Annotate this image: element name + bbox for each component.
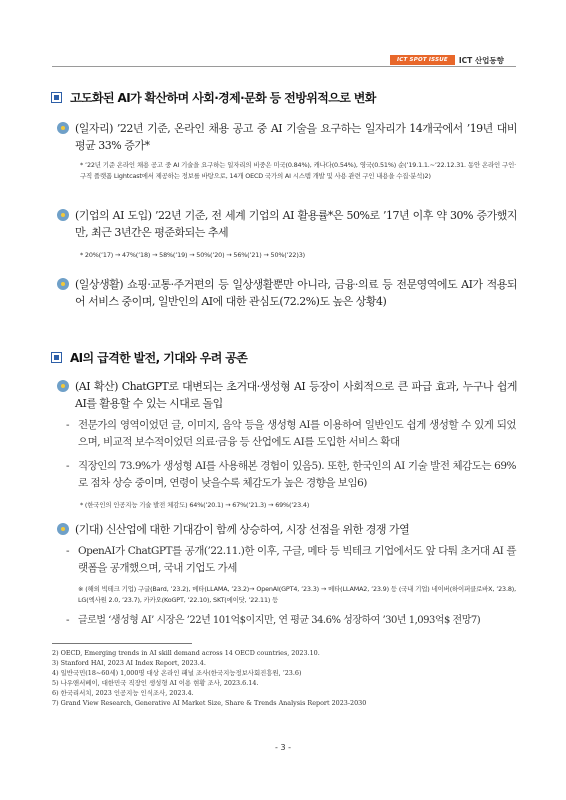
square-bullet-icon	[51, 92, 62, 103]
circle-bullet-icon	[57, 122, 69, 134]
footnote-note: * 20%(’17) → 47%(’18) → 58%(’19) → 50%(’20) → 56%(’21) → 50%(’22)3)	[80, 251, 305, 259]
bullet-item	[57, 120, 517, 154]
running-header	[390, 54, 504, 66]
section-title: AI의 급격한 발전, 기대와 우려 공존	[70, 351, 248, 365]
bullet-text: (기대) 신산업에 대한 기대감이 함께 상승하여, 시장 선점을 위한 경쟁 가열	[75, 523, 410, 536]
circle-bullet-icon	[57, 380, 69, 392]
square-bullet-icon	[51, 352, 62, 363]
footnote-rule	[52, 643, 192, 644]
circle-bullet-icon	[57, 278, 69, 290]
bullet-text: (기업의 AI 도입) ’22년 기준, 전 세계 기업의 AI 활용률*은 50%로 ’17년 이후 약 30% 증가했지만, 최근 3년간은 평준화되는 추세	[75, 209, 517, 239]
footnote-note: ※ (해외 빅테크 기업) 구글(Bard, ’23.2), 메타(LLAMA, ’23.2)→ OpenAI(GPT4, ’23.3) → 메타(LLAMA2, ’23.9) 등 (국내 기업) 네이버(하이퍼클로바X, ’23.8), LG(엑사원 2.0, ’23.7), 카카오(KoGPT, ’22.10), SKT(에이닷, ’22.11) 등	[78, 585, 516, 604]
footnote-note: * (한국인의 인공지능 기술 발전 체감도) 64%(’20.1) → 67%(’21.3) → 69%(’23.4)	[80, 501, 310, 509]
section-heading-1	[51, 89, 376, 106]
footnote: 6) 한국리서치, 2023 인공지능 인식조사, 2023.4.	[52, 689, 194, 697]
footnote: 2) OECD, Emerging trends in AI skill demand across 14 OECD countries, 2023.10.	[52, 649, 320, 657]
dash-text: OpenAI가 ChatGPT를 공개(’22.11.)한 이후, 구글, 메타 등 빅테크 기업에서도 앞 다퉈 초거대 AI 플랫폼을 공개했으며, 국내 기업도 가세	[78, 545, 516, 574]
bullet-text: (일자리) ’22년 기준, 온라인 채용 공고 중 AI 기술을 요구하는 일자리가 14개국에서 ’19년 대비 평균 33% 증가*	[75, 122, 517, 152]
dash-text: 전문가의 영역이었던 글, 이미지, 음악 등을 생성형 AI를 이용하여 일반인도 쉽게 생성할 수 있게 되었으며, 비교적 보수적이었던 의료·금융 등 산업에도 AI를 도입한 서비스 확대	[78, 419, 516, 448]
dash-item: - 전문가의 영역이었던 글, 이미지, 음악 등을 생성형 AI를 이용하여 일반인도 쉽게 생성할 수 있게 되었으며, 비교적 보수적이었던 의료·금융 등 산업에도 AI를 도입한 서비스 확대	[66, 417, 516, 451]
bullet-item	[57, 276, 517, 310]
bullet-text: (일상생활) 쇼핑·교통·주거편의 등 일상생활뿐만 아니라, 금융·의료 등 전문영역에도 AI가 적용되어 서비스 중이며, 일반인의 AI에 대한 관심도(72.2%)도 높은 상황4)	[75, 278, 517, 308]
section-title: 고도화된 AI가 확산하며 사회·경제·문화 등 전방위적으로 변화	[70, 91, 376, 105]
bullet-item	[57, 521, 517, 538]
circle-bullet-icon	[57, 523, 69, 535]
circle-bullet-icon	[57, 209, 69, 221]
footnote: 4) 일반국민(18~60세) 1,000명 대상 온라인 패널 조사(한국지능정보사회진흥원, ’23.6)	[52, 669, 302, 677]
footnote-note: * ’22년 기준 온라인 채용 공고 중 AI 기술을 요구하는 일자리의 비중은 미국(0.84%), 캐나다(0.54%), 영국(0.51%) 순(’19.1.1.~’22.12.31. 동안 온라인 구인·구직 플랫폼 Lightcast에서 제공하는 정보를 바탕으로, 14개 OECD 국가의 AI 시스템 개발 및 사용 관련 구인 내용을 수집·분석)2)	[80, 161, 516, 180]
dash-text: 글로벌 ‘생성형 AI’ 시장은 ’22년 101억$이지만, 연 평균 34.6% 성장하여 ’30년 1,093억$ 전망7)	[78, 615, 481, 626]
footnote: 3) Stanford HAI, 2023 AI Index Report, 2023.4.	[52, 659, 206, 667]
footnote: 5) 나우앤서베이, 대한민국 직장인 생성형 AI 이용 현황 조사, 2023.6.14.	[52, 679, 259, 687]
page-number: - 3 -	[275, 743, 291, 752]
footnote: 7) Grand View Research, Generative AI Market Size, Share & Trends Analysis Report 2023-2030	[52, 699, 367, 707]
bullet-item	[57, 207, 517, 241]
dash-item: - 직장인의 73.9%가 생성형 AI를 사용해본 경험이 있음5). 또한, 한국인의 AI 기술 발전 체감도는 69%로 점차 상승 중이며, 연령이 낮을수록 체감도가 높은 경향을 보임6)	[66, 458, 516, 492]
dash-text: 직장인의 73.9%가 생성형 AI를 사용해본 경험이 있음5). 또한, 한국인의 AI 기술 발전 체감도는 69%로 점차 상승 중이며, 연령이 낮을수록 체감도가 높은 경향을 보임6)	[78, 460, 516, 489]
header-title: ICT 산업동향	[458, 55, 504, 65]
dash-item: - 글로벌 ‘생성형 AI’ 시장은 ’22년 101억$이지만, 연 평균 34.6% 성장하여 ’30년 1,093억$ 전망7)	[66, 612, 516, 629]
header-rule	[52, 66, 516, 67]
bullet-item	[57, 378, 517, 412]
bullet-text: (AI 확산) ChatGPT로 대변되는 초거대·생성형 AI 등장이 사회적으로 큰 파급 효과, 누구나 쉽게 AI를 활용할 수 있는 시대로 돌입	[75, 380, 517, 410]
header-badge: ICT SPOT ISSUE	[390, 55, 455, 65]
section-heading-2	[51, 349, 247, 366]
dash-item: - OpenAI가 ChatGPT를 공개(’22.11.)한 이후, 구글, 메타 등 빅테크 기업에서도 앞 다퉈 초거대 AI 플랫폼을 공개했으며, 국내 기업도 가세	[66, 543, 516, 577]
